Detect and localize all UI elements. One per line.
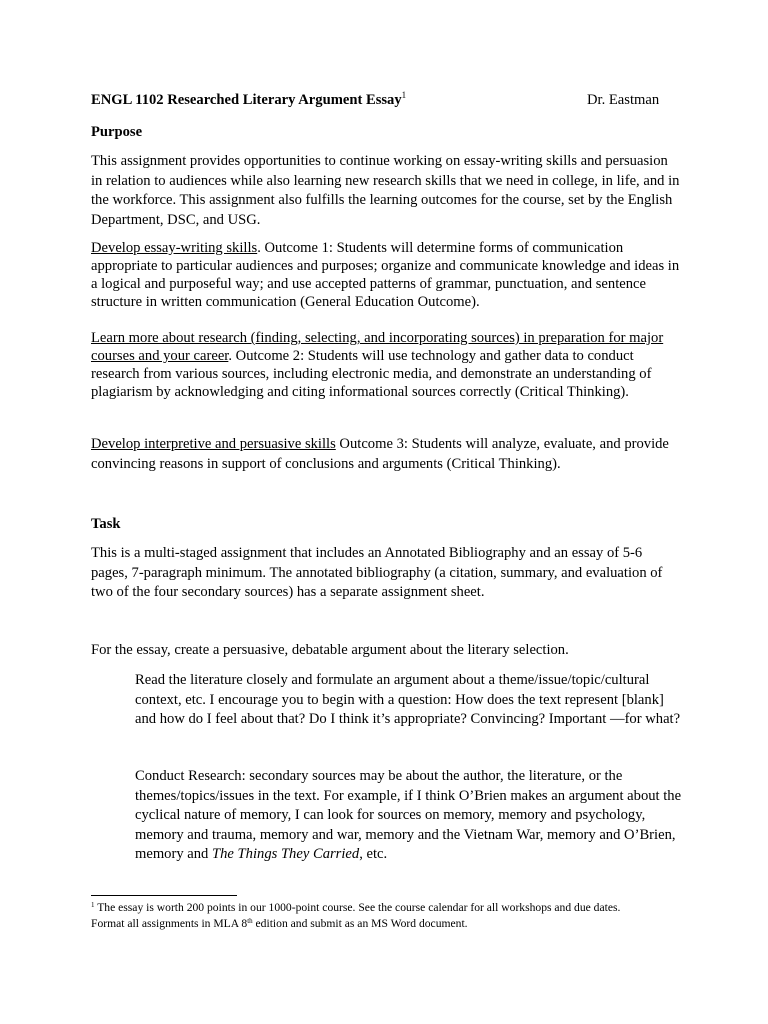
footnote-marker: 1 bbox=[91, 901, 95, 909]
outcome-1 bbox=[91, 239, 681, 311]
outcome-2-text: . Outcome 2: Students will use technology and gather data to conduct research from various sources, including electronic media, and demonstrate an understanding of plagiarism by acknowledging and citing informational sources correctly (Critical Thinking). bbox=[91, 348, 652, 400]
research-text-end: , etc. bbox=[359, 846, 388, 862]
footnote-text-2a: Format all assignments in MLA 8 bbox=[91, 917, 248, 930]
footnote-line-2 bbox=[91, 916, 681, 932]
footnote-ordinal: th bbox=[247, 917, 253, 925]
instructor-name: Dr. Eastman bbox=[587, 92, 660, 108]
conduct-research-paragraph bbox=[135, 767, 683, 865]
document-title bbox=[91, 92, 406, 109]
footnote-separator bbox=[91, 895, 237, 896]
outcome-3 bbox=[91, 435, 681, 474]
outcome-3-label: Develop interpretive and persuasive skills bbox=[91, 436, 336, 452]
research-text-start: Conduct Research: secondary sources may be about the author, the literature, or the themes/topics/issues in the text. For example, if I think O’Brien makes an argument about the cyclical nature of memory, I can look for sources on memory, memory and psychology, memory and trauma, memory and war, memory and the Vietnam War, memory and O’Brien, memory and bbox=[135, 768, 682, 862]
book-title: The Things They Carried bbox=[212, 846, 360, 862]
outcome-1-label: Develop essay-writing skills bbox=[91, 240, 258, 256]
task-heading: Task bbox=[91, 516, 121, 532]
task-intro: This is a multi-staged assignment that includes an Annotated Bibliography and an essay of 5-6 pages, 7-paragraph minimum. The annotated bibliography (a citation, summary, and evaluation of two of the four secondary sources) has a separate assignment sheet. bbox=[91, 545, 663, 600]
footnote-line-1 bbox=[91, 900, 681, 916]
outcome-2 bbox=[91, 329, 681, 401]
outcome-2-label: Learn more about research (finding, selecting, and incorporating sources) in preparation for major courses and your career bbox=[91, 330, 664, 364]
footnote bbox=[91, 900, 681, 932]
outcome-1-text: . Outcome 1: Students will determine forms of communication appropriate to particular audiences and purposes; organize and communicate knowledge and ideas in a logical and purposeful way; and use accepted patterns of grammar, punctuation, and sentence structure in written communication (General Education Outcome). bbox=[91, 240, 680, 310]
title-text: ENGL 1102 Researched Literary Argument Essay bbox=[91, 92, 402, 108]
footnote-ref: 1 bbox=[401, 90, 407, 100]
outcome-3-text: Outcome 3: Students will analyze, evaluate, and provide convincing reasons in support of conclusions and arguments (Critical Thinking). bbox=[91, 436, 669, 472]
footnote-text-1: The essay is worth 200 points in our 1000-point course. See the course calendar for all workshops and due dates. bbox=[97, 901, 621, 914]
read-literature-paragraph: Read the literature closely and formulate an argument about a theme/issue/topic/cultural context, etc. I encourage you to begin with a question: How does the text represent [blank] and how do I feel about that? Do I think it’s appropriate? Convincing? Important —for what? bbox=[135, 672, 681, 727]
purpose-intro: This assignment provides opportunities to continue working on essay-writing skills and persuasion in relation to audiences while also learning new research skills that we need in college, in life, and in the workforce. This assignment also fulfills the learning outcomes for the course, set by the English Department, DSC, and USG. bbox=[91, 153, 680, 228]
footnote-text-2b: edition and submit as an MS Word document. bbox=[252, 917, 468, 930]
document-header bbox=[91, 92, 671, 112]
purpose-heading: Purpose bbox=[91, 124, 143, 140]
essay-prompt: For the essay, create a persuasive, debatable argument about the literary selection. bbox=[91, 642, 569, 658]
